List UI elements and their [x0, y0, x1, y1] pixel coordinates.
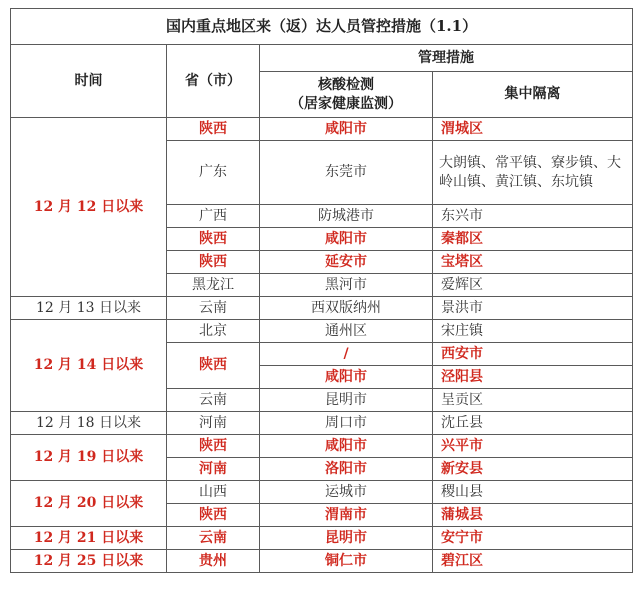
- time-cell: 12 月 21 日以来: [11, 527, 167, 550]
- time-cell: 12 月 13 日以来: [11, 297, 167, 320]
- nucleic-test-cell: 咸阳市: [260, 228, 433, 251]
- quarantine-cell: 宝塔区: [433, 251, 633, 274]
- table-row: [11, 118, 633, 141]
- table-row: [11, 527, 633, 550]
- nucleic-test-cell: 昆明市: [260, 389, 433, 412]
- province-cell: 云南: [167, 527, 260, 550]
- province-cell: 陕西: [167, 118, 260, 141]
- quarantine-cell: 泾阳县: [433, 366, 633, 389]
- province-cell: 陕西: [167, 504, 260, 527]
- nucleic-test-cell: 防城港市: [260, 205, 433, 228]
- table-row: [11, 435, 633, 458]
- measures-table-container: [10, 8, 633, 573]
- province-cell: 河南: [167, 458, 260, 481]
- quarantine-cell: 景洪市: [433, 297, 633, 320]
- header-nucleic-test-line1: 核酸检测: [318, 76, 374, 93]
- province-cell: 山西: [167, 481, 260, 504]
- province-cell: 河南: [167, 412, 260, 435]
- quarantine-cell: 大朗镇、常平镇、寮步镇、大岭山镇、黄江镇、东坑镇: [433, 141, 633, 205]
- nucleic-test-cell: 延安市: [260, 251, 433, 274]
- province-cell: 贵州: [167, 550, 260, 573]
- quarantine-cell: 秦都区: [433, 228, 633, 251]
- time-cell: 12 月 18 日以来: [11, 412, 167, 435]
- quarantine-cell: 沈丘县: [433, 412, 633, 435]
- quarantine-cell: 碧江区: [433, 550, 633, 573]
- nucleic-test-cell: /: [260, 343, 433, 366]
- nucleic-test-cell: 通州区: [260, 320, 433, 343]
- header-nucleic-test: [260, 72, 433, 118]
- nucleic-test-cell: 西双版纳州: [260, 297, 433, 320]
- province-cell: 云南: [167, 389, 260, 412]
- nucleic-test-cell: 咸阳市: [260, 366, 433, 389]
- quarantine-cell: 安宁市: [433, 527, 633, 550]
- table-body: [11, 118, 633, 573]
- province-cell: 陕西: [167, 435, 260, 458]
- province-cell: 云南: [167, 297, 260, 320]
- nucleic-test-cell: 周口市: [260, 412, 433, 435]
- quarantine-cell: 西安市: [433, 343, 633, 366]
- time-cell: 12 月 20 日以来: [11, 481, 167, 527]
- quarantine-cell: 东兴市: [433, 205, 633, 228]
- nucleic-test-cell: 铜仁市: [260, 550, 433, 573]
- nucleic-test-cell: 黑河市: [260, 274, 433, 297]
- table-title: 国内重点地区来（返）达人员管控措施（1.1）: [11, 9, 633, 45]
- nucleic-test-cell: 渭南市: [260, 504, 433, 527]
- time-cell: 12 月 14 日以来: [11, 320, 167, 412]
- time-cell: 12 月 25 日以来: [11, 550, 167, 573]
- nucleic-test-cell: 洛阳市: [260, 458, 433, 481]
- header-quarantine: 集中隔离: [433, 72, 633, 118]
- province-cell: 广东: [167, 141, 260, 205]
- nucleic-test-cell: 东莞市: [260, 141, 433, 205]
- quarantine-cell: 蒲城县: [433, 504, 633, 527]
- measures-table: [10, 8, 633, 573]
- header-measures: 管理措施: [260, 45, 633, 72]
- table-row: [11, 550, 633, 573]
- quarantine-cell: 渭城区: [433, 118, 633, 141]
- table-row: [11, 297, 633, 320]
- province-cell: 北京: [167, 320, 260, 343]
- time-cell: 12 月 19 日以来: [11, 435, 167, 481]
- quarantine-cell: 稷山县: [433, 481, 633, 504]
- province-cell: 黑龙江: [167, 274, 260, 297]
- table-row: [11, 320, 633, 343]
- province-cell: 陕西: [167, 251, 260, 274]
- nucleic-test-cell: 咸阳市: [260, 435, 433, 458]
- province-cell: 广西: [167, 205, 260, 228]
- nucleic-test-cell: 咸阳市: [260, 118, 433, 141]
- quarantine-cell: 新安县: [433, 458, 633, 481]
- quarantine-cell: 兴平市: [433, 435, 633, 458]
- nucleic-test-cell: 昆明市: [260, 527, 433, 550]
- quarantine-cell: 宋庄镇: [433, 320, 633, 343]
- table-row: [11, 481, 633, 504]
- table-row: [11, 412, 633, 435]
- header-province: 省（市）: [167, 45, 260, 118]
- header-time: 时间: [11, 45, 167, 118]
- province-cell: 陕西: [167, 228, 260, 251]
- quarantine-cell: 呈贡区: [433, 389, 633, 412]
- header-nucleic-test-line2: （居家健康监测）: [290, 95, 402, 112]
- province-cell: 陕西: [167, 343, 260, 389]
- nucleic-test-cell: 运城市: [260, 481, 433, 504]
- time-cell: 12 月 12 日以来: [11, 118, 167, 297]
- quarantine-cell: 爱辉区: [433, 274, 633, 297]
